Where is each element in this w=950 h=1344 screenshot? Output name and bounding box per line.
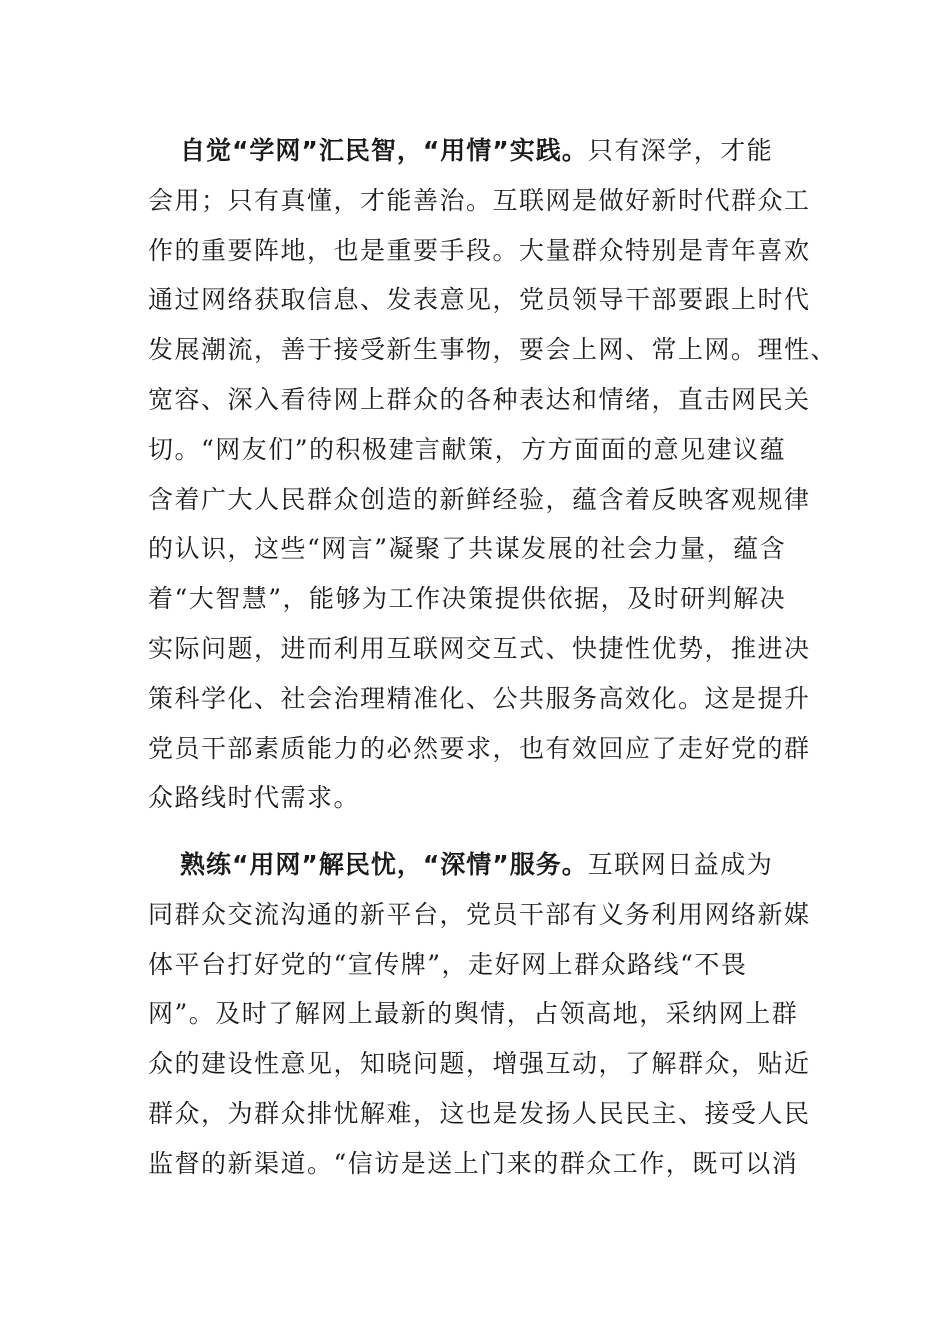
paragraph-2	[148, 840, 811, 1189]
line-text: 互联网日益成为	[587, 850, 774, 879]
paragraph-line	[148, 126, 808, 176]
paragraph-line: 通过网络获取信息、发表意见，党员领导干部要跟上时代	[148, 285, 811, 315]
paragraph-heading: 自觉“学网”汇民智，“用情”实践。	[180, 136, 588, 165]
paragraph-line: 众路线时代需求。	[148, 783, 361, 813]
paragraph-1	[148, 126, 838, 823]
paragraph-heading: 熟练“用网”解民忧，“深情”服务。	[180, 850, 588, 879]
line-text: 只有深学，才能	[587, 136, 774, 165]
paragraph-line: 着“大智慧”，能够为工作决策提供依据，及时研判解决	[148, 584, 787, 614]
paragraph-line: 群众，为群众排忧解难，这也是发扬人民民主、接受人民	[148, 1098, 811, 1128]
paragraph-line: 含着广大人民群众创造的新鲜经验，蕴含着反映客观规律	[148, 484, 811, 514]
paragraph-line: 众的建设性意见，知晓问题，增强互动，了解群众，贴近	[148, 1049, 811, 1079]
paragraph-line: 的认识，这些“网言”凝聚了共谋发展的社会力量，蕴含	[148, 534, 787, 564]
paragraph-line	[148, 840, 808, 890]
paragraph-line: 切。“网友们”的积极建言献策，方方面面的意见建议蕴	[148, 434, 787, 464]
paragraph-line: 宽容、深入看待网上群众的各种表达和情绪，直击网民关	[148, 384, 811, 414]
paragraph-line: 网”。及时了解网上最新的舆情，占领高地，采纳网上群	[148, 999, 799, 1029]
paragraph-line: 会用；只有真懂，才能善治。互联网是做好新时代群众工	[148, 185, 811, 215]
paragraph-line: 实际问题，进而利用互联网交互式、快捷性优势，推进决	[148, 633, 811, 663]
paragraph-line: 发展潮流，善于接受新生事物，要会上网、常上网。理性、	[148, 335, 838, 365]
paragraph-line: 同群众交流沟通的新平台，党员干部有义务利用网络新媒	[148, 899, 811, 929]
paragraph-line: 体平台打好党的“宣传牌”，走好网上群众路线“不畏	[148, 949, 748, 979]
paragraph-line: 党员干部素质能力的必然要求，也有效回应了走好党的群	[148, 733, 811, 763]
paragraph-line: 监督的新渠道。“信访是送上门来的群众工作，既可以消	[148, 1148, 799, 1178]
paragraph-line: 策科学化、社会治理精准化、公共服务高效化。这是提升	[148, 683, 811, 713]
paragraph-line: 作的重要阵地，也是重要手段。大量群众特别是青年喜欢	[148, 235, 811, 265]
